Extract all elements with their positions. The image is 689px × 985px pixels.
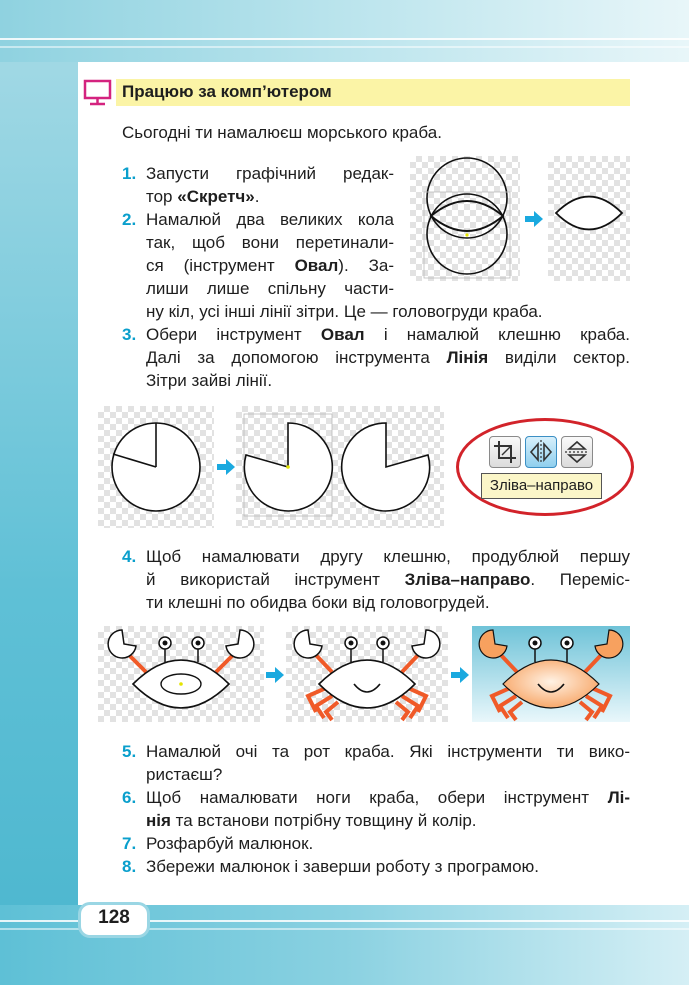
step-text: ристаєш? <box>146 765 223 784</box>
arrow-right-icon <box>525 211 543 227</box>
step-text: Обери інструмент Овал і намалюй клешню краба. <box>146 325 630 344</box>
step-number: 8. <box>122 857 137 876</box>
step-text: ся (інструмент Овал). За- <box>146 256 394 275</box>
step-text: так, щоб вони перетинали- <box>146 233 394 252</box>
arrow-right-icon <box>266 667 284 683</box>
step-text: нія та встанови потрібну товщину й колір. <box>146 811 477 830</box>
step-number: 5. <box>122 742 137 761</box>
step-number: 1. <box>122 164 137 183</box>
step-text: Щоб намалювати другу клешню, продублюй першу <box>146 547 630 566</box>
step-number: 4. <box>122 547 137 566</box>
flip-horizontal-tool-button[interactable] <box>525 436 557 468</box>
flip-tool-tooltip: Зліва–направо <box>481 473 602 499</box>
arrow-right-icon <box>451 667 469 683</box>
crop-icon <box>490 437 520 467</box>
crab-outline-figure <box>98 626 264 722</box>
crop-tool-button[interactable] <box>489 436 521 468</box>
step-text: Зітри зайві лінії. <box>146 371 273 390</box>
top-border-decor <box>0 0 689 62</box>
step-text: лиши лише спільну части- <box>146 279 394 298</box>
stripe-decor <box>0 38 689 40</box>
left-border-decor <box>0 0 78 985</box>
two-circles-figure <box>410 156 520 281</box>
step-text: Намалюй два великих кола <box>146 210 394 229</box>
step-text: Запусти графічний редак- <box>146 164 394 183</box>
step-text: Збережи малюнок і заверши роботу з програмою. <box>146 857 540 876</box>
step-text: ну кіл, усі інші лінії зітри. Це — головогруди краба. <box>146 302 543 321</box>
flip-vertical-tool-button[interactable] <box>561 436 593 468</box>
step-number: 7. <box>122 834 137 853</box>
crab-colored-figure <box>472 626 630 722</box>
step-number: 3. <box>122 325 137 344</box>
arrow-right-icon <box>217 459 235 475</box>
step-text: Намалюй очі та рот краба. Які інструменти ти вико- <box>146 742 630 761</box>
crab-legs-figure <box>286 626 448 722</box>
step-text: й використай інструмент Зліва–направо. Переміс- <box>146 570 630 589</box>
page-number: 128 <box>98 907 130 928</box>
monitor-icon <box>83 79 113 107</box>
step-text: тор «Скретч». <box>146 187 260 206</box>
claws-figure <box>236 406 444 528</box>
step-text: ти клешні по обидва боки від головогрудей. <box>146 593 490 612</box>
circle-sector-figure <box>98 406 214 528</box>
page-title: Працюю за комп’ютером <box>122 82 332 101</box>
step-number: 2. <box>122 210 137 229</box>
step-number: 6. <box>122 788 137 807</box>
flip-vertical-icon <box>562 437 592 467</box>
stripe-decor <box>0 46 689 48</box>
step-text: Розфарбуй малюнок. <box>146 834 314 853</box>
step-text: Далі за допомогою інструмента Лінія виділи сектор. <box>146 348 630 367</box>
step-text: Щоб намалювати ноги краба, обери інструмент Лі- <box>146 788 630 807</box>
flip-horizontal-icon <box>526 437 556 467</box>
intro-text: Сьогодні ти намалюєш морського краба. <box>122 123 442 142</box>
lens-shape-figure <box>548 156 630 281</box>
